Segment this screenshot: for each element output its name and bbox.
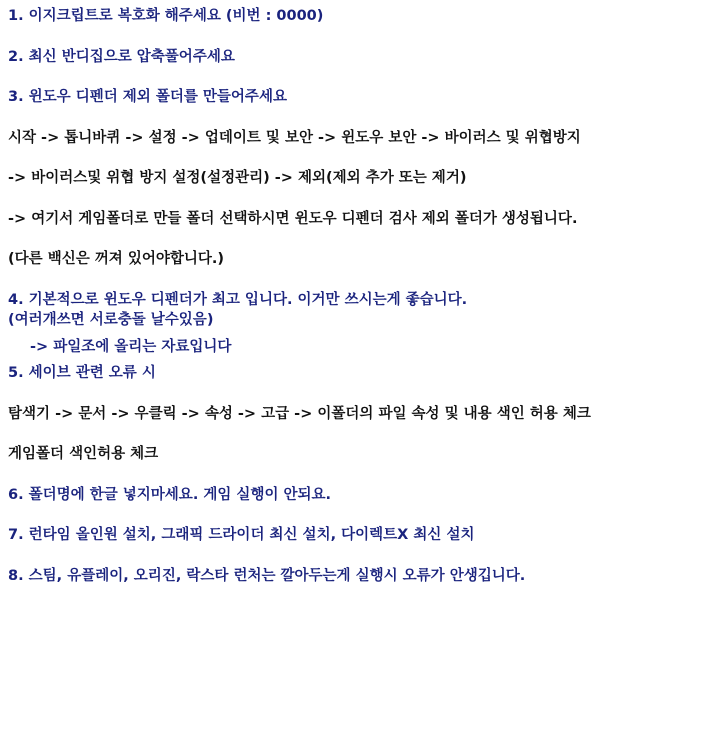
- document-line: -> 파일조에 올리는 자료입니다: [30, 338, 232, 355]
- document-line: 2. 최신 반디집으로 압축풀어주세요: [8, 48, 235, 65]
- document-line: 게임폴더 색인허용 체크: [8, 446, 159, 462]
- document-line: 8. 스팀, 유플레이, 오리진, 락스타 런처는 깔아두는게 실행시 오류가 안생깁니다.: [8, 567, 526, 584]
- document-line: -> 여기서 게임폴더로 만들 폴더 선택하시면 윈도우 디펜더 검사 제외 폴더가 생성됩니다.: [8, 210, 578, 227]
- document-line: 4. 기본적으로 윈도우 디펜더가 최고 입니다. 이거만 쓰시는게 좋습니다.: [8, 291, 468, 308]
- document-line: (여러개쓰면 서로충돌 날수있음): [8, 312, 214, 328]
- document-line: 탐색기 -> 문서 -> 우클릭 -> 속성 -> 고급 -> 이폴더의 파일 속성 및 내용 색인 허용 체크: [8, 405, 591, 422]
- document-line: 7. 런타임 올인원 설치, 그래픽 드라이더 최신 설치, 다이렉트X 최신 설치: [8, 527, 475, 543]
- document-line: 시작 -> 톱니바퀴 -> 설정 -> 업데이트 및 보안 -> 윈도우 보안 -> 바이러스 및 위협방지: [8, 129, 581, 146]
- document-line: 1. 이지크립트로 복호화 해주세요 (비번 : 0000): [8, 8, 324, 24]
- document-line: 5. 세이브 관련 오류 시: [8, 365, 156, 381]
- document-line: 6. 폴더명에 한글 넣지마세요. 게임 실행이 안되요.: [8, 486, 332, 503]
- document-line: -> 바이러스및 위협 방지 설정(설정관리) -> 제외(제외 추가 또는 제거): [8, 170, 467, 186]
- document-line: 3. 윈도우 디펜더 제외 폴더를 만들어주세요: [8, 89, 287, 105]
- document-line: (다른 백신은 꺼져 있어야합니다.): [8, 251, 224, 267]
